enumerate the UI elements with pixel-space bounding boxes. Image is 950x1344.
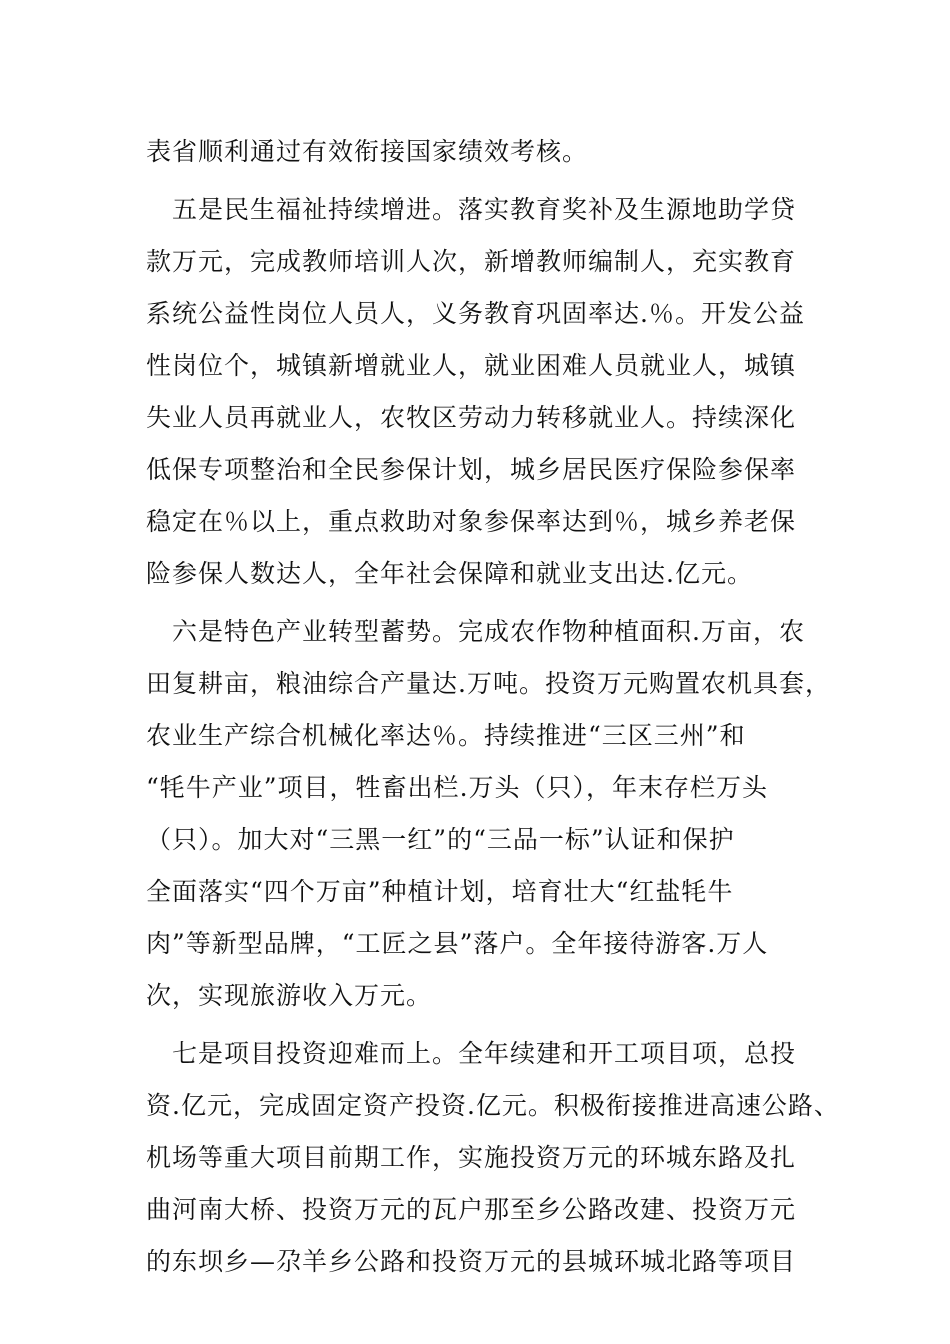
text-line: 稳定在％以上，重点救助对象参保率达到％，城乡养老保 bbox=[146, 507, 797, 536]
paragraph-first-line: 五是民生福祉持续增进。落实教育奖补及生源地助学贷 bbox=[146, 195, 797, 224]
text-line: 的东坝乡—尕羊乡公路和投资万元的县城环城北路等项目 bbox=[146, 1247, 797, 1276]
text-line: 性岗位个，城镇新增就业人，就业困难人员就业人，城镇 bbox=[146, 351, 797, 380]
text-line: 资.亿元，完成固定资产投资.亿元。积极衔接推进高速公路、 bbox=[146, 1091, 840, 1120]
text-line: 险参保人数达人，全年社会保障和就业支出达.亿元。 bbox=[146, 559, 753, 588]
text-line: 系统公益性岗位人员人，义务教育巩固率达.％。开发公益 bbox=[146, 299, 805, 328]
text-line: 表省顺利通过有效衔接国家绩效考核。 bbox=[146, 137, 589, 166]
text-line: 失业人员再就业人，农牧区劳动力转移就业人。持续深化 bbox=[146, 403, 797, 432]
text-line: 田复耕亩，粮油综合产量达.万吨。投资万元购置农机具套， bbox=[146, 669, 831, 698]
text-line: “牦牛产业”项目，牲畜出栏.万头（只），年末存栏万头 bbox=[146, 773, 769, 802]
paragraph-first-line: 七是项目投资迎难而上。全年续建和开工项目项，总投 bbox=[146, 1039, 797, 1068]
text-line: 低保专项整治和全民参保计划，城乡居民医疗保险参保率 bbox=[146, 455, 797, 484]
text-line: 肉”等新型品牌，“工匠之县”落户。全年接待游客.万人 bbox=[146, 929, 769, 958]
text-line: 机场等重大项目前期工作，实施投资万元的环城东路及扎 bbox=[146, 1143, 797, 1172]
text-line: 曲河南大桥、投资万元的瓦户那至乡公路改建、投资万元 bbox=[146, 1195, 797, 1224]
text-line: （只）。加大对“三黑一红”的“三品一标”认证和保护 bbox=[146, 825, 735, 854]
text-line: 全面落实“四个万亩”种植计划，培育壮大“红盐牦牛 bbox=[146, 877, 734, 906]
text-line: 款万元，完成教师培训人次，新增教师编制人，充实教育 bbox=[146, 247, 797, 276]
body-text bbox=[146, 126, 840, 1288]
text-line: 农业生产综合机械化率达％。持续推进“三区三州”和 bbox=[146, 721, 746, 750]
paragraph-first-line: 六是特色产业转型蓄势。完成农作物种植面积.万亩，农 bbox=[146, 617, 805, 646]
text-line: 次，实现旅游收入万元。 bbox=[146, 981, 433, 1010]
